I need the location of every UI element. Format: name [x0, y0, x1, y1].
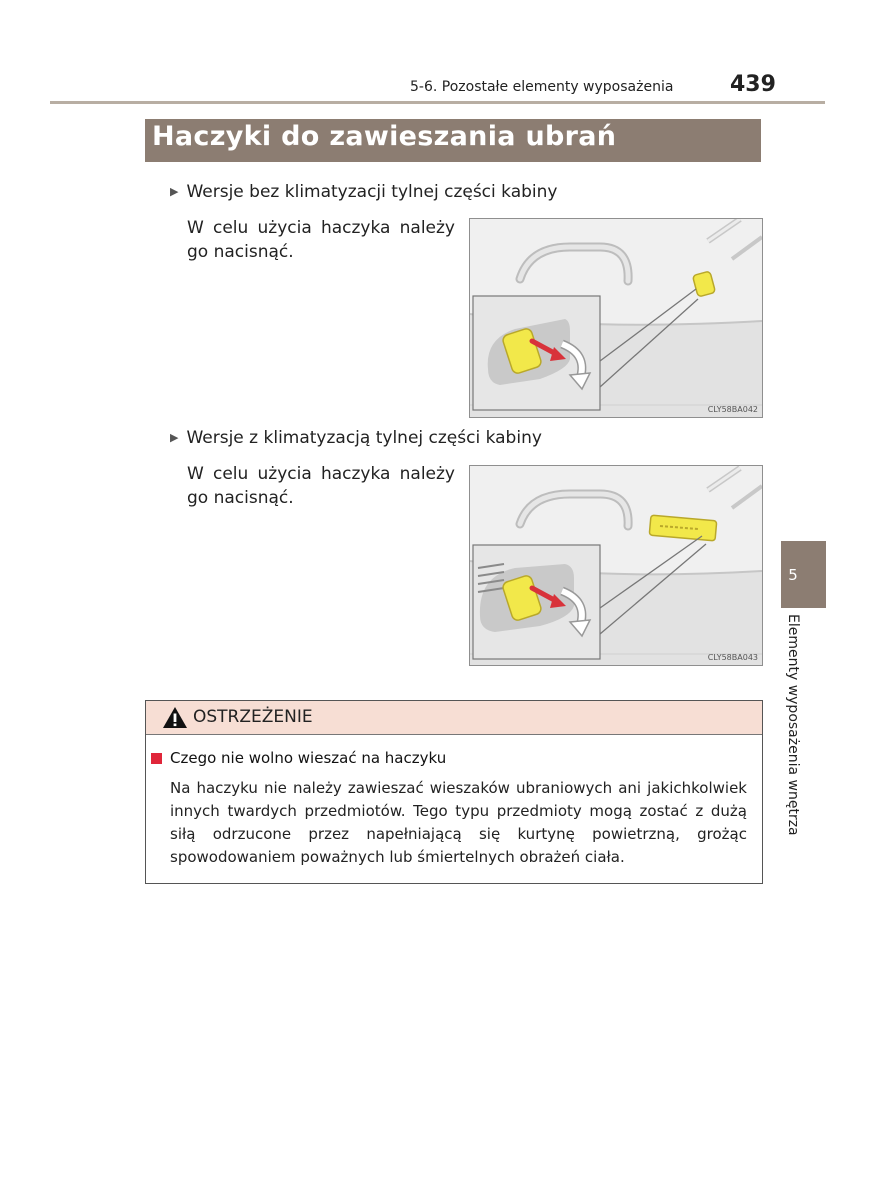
bullet-item-2-label: Wersje z klimatyzacją tylnej części kabiny: [186, 428, 542, 448]
warning-title: OSTRZEŻENIE: [193, 707, 313, 727]
bullet-item-2: [170, 428, 542, 448]
chapter-number: 5: [788, 566, 798, 584]
warning-subtitle: Czego nie wolno wieszać na haczyku: [170, 749, 447, 767]
triangle-right-icon: ▶: [170, 431, 179, 444]
header-rule: [50, 101, 825, 104]
chapter-label: Elementy wyposażenia wnętrza: [785, 614, 801, 836]
warning-triangle-icon: [162, 706, 188, 729]
item-1-instruction: W celu użycia haczyka należy go nacisnąć.: [187, 218, 455, 262]
figure-hook-2: [469, 465, 763, 666]
page-number: 439: [730, 72, 776, 97]
item-2-instruction: W celu użycia haczyka należy go nacisnąć.: [187, 464, 455, 508]
figure-1-code: CLY58BA042: [707, 405, 758, 414]
running-header-section: 5-6. Pozostałe elementy wyposażenia: [410, 79, 674, 95]
figure-2-code: CLY58BA043: [707, 653, 758, 662]
triangle-right-icon: ▶: [170, 185, 179, 198]
bullet-item-1: [170, 182, 557, 202]
warning-square-marker: [151, 753, 162, 764]
page-title: Haczyki do zawieszania ubrań: [152, 121, 617, 152]
warning-text: Na haczyku nie należy zawieszać wieszaków ubraniowych ani jakichkolwiek innych twardych przedmiotów. Tego typu przedmioty mogą zostać z dużą siłą odrzucone przez napełniającą się kurtynę powietrzną, grożąc spowodowaniem poważnych lub śmiertelnych obrażeń ciała.: [170, 779, 747, 866]
figure-hook-1: [469, 218, 763, 418]
bullet-item-1-label: Wersje bez klimatyzacji tylnej części kabiny: [186, 182, 558, 202]
